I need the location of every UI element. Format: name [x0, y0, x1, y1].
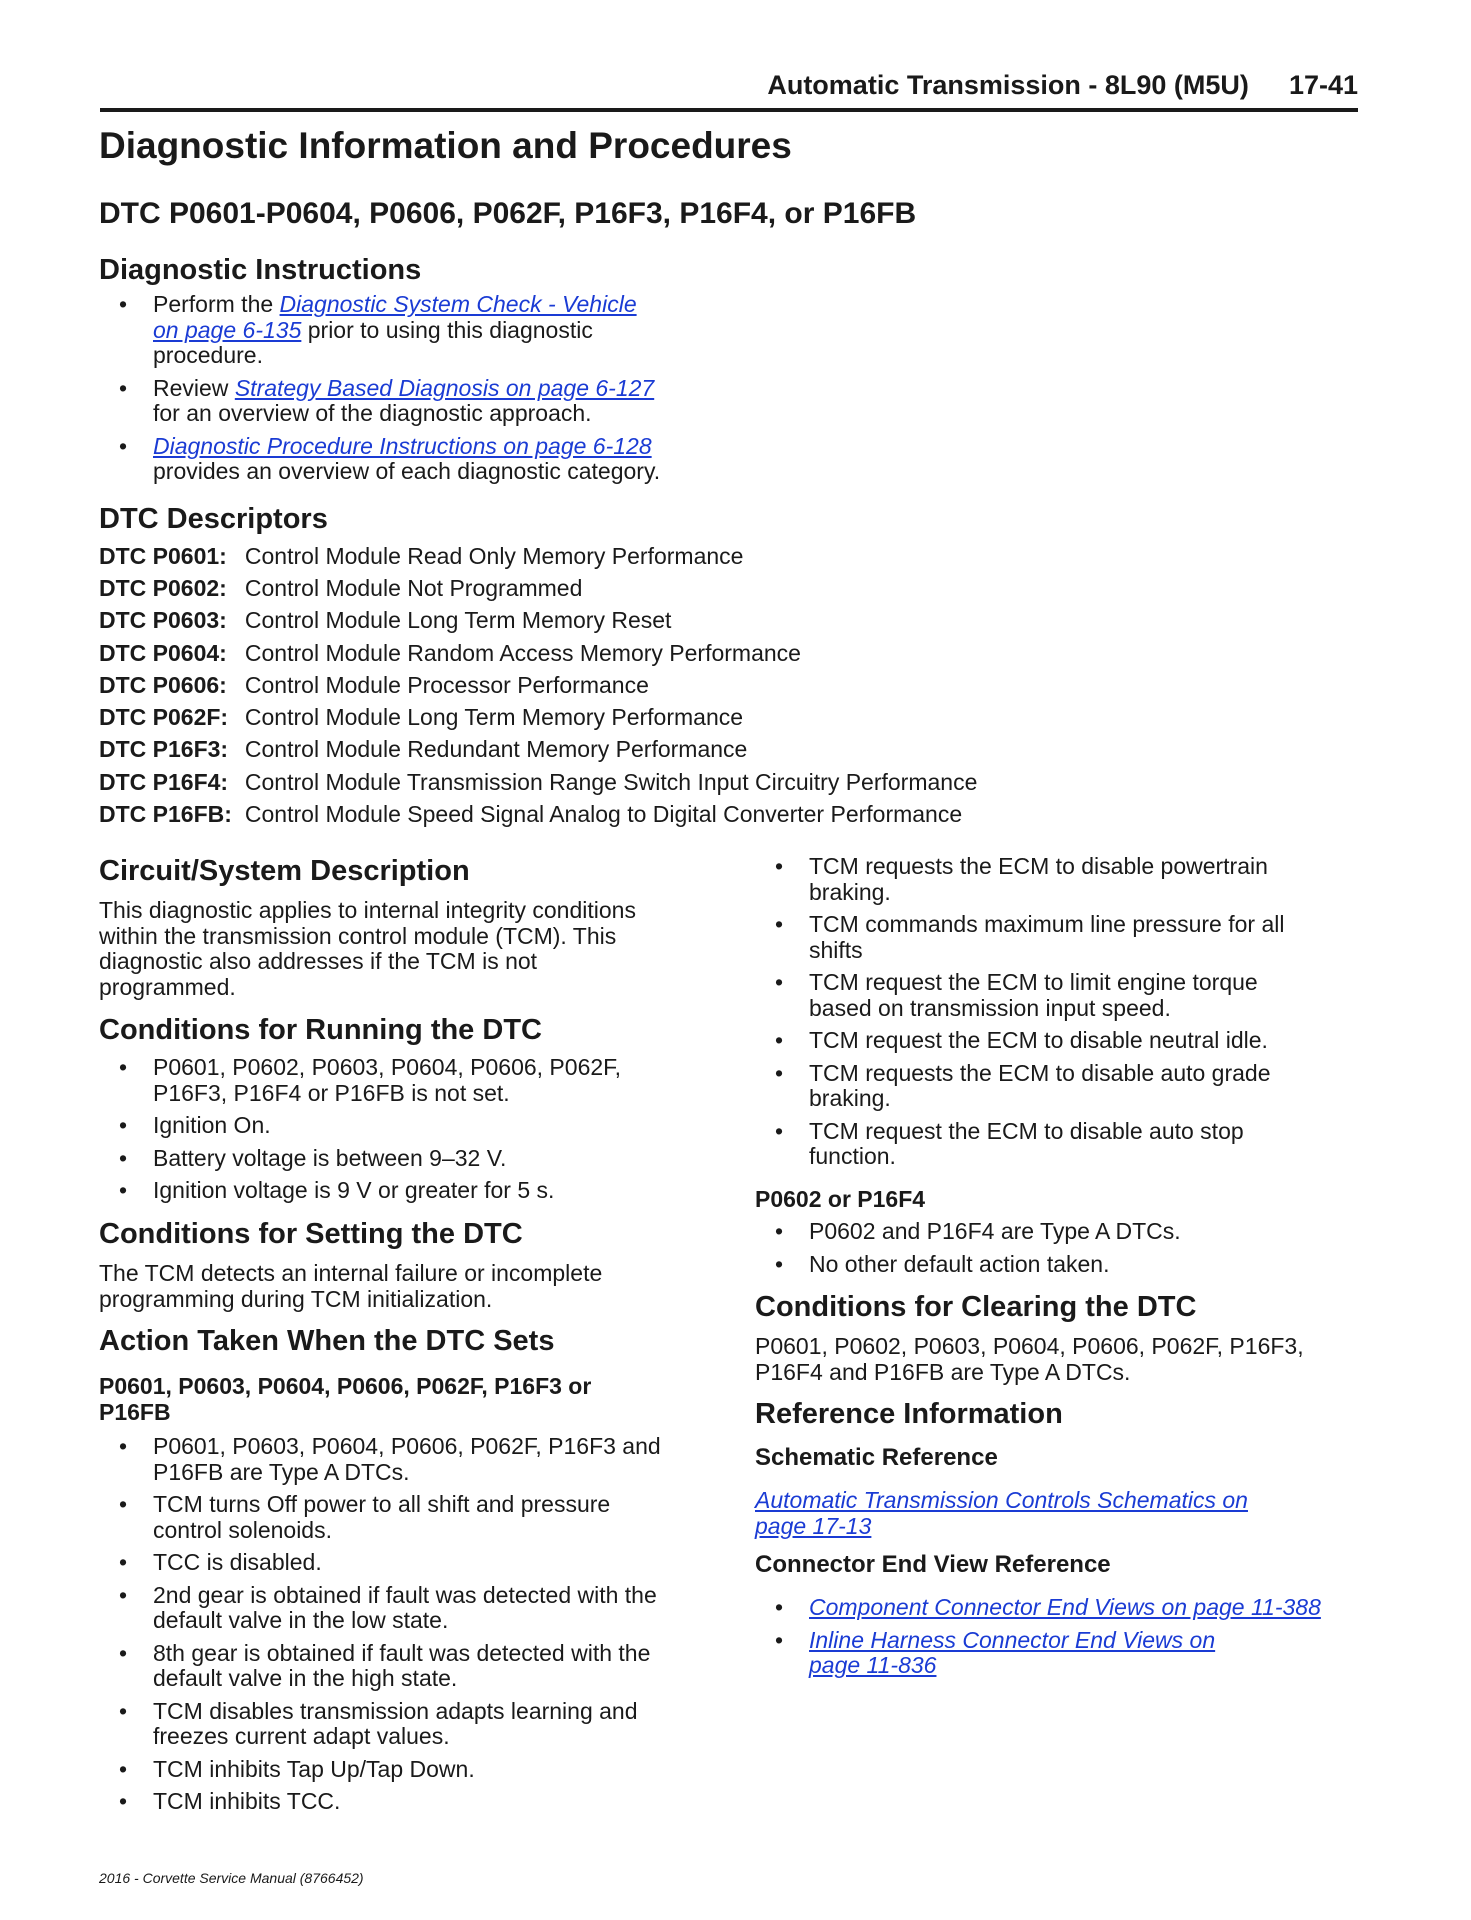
dtc-code: DTC P0602:	[99, 574, 227, 601]
schematic-reference-link[interactable]: Automatic Transmission Controls Schematics on	[755, 1487, 1248, 1513]
list-item-text: braking.	[809, 878, 891, 905]
list-item-text: 8th gear is obtained if fault was detected with the	[153, 1639, 651, 1666]
subheading-line: P16FB	[99, 1399, 171, 1425]
list-item-text: P0601, P0602, P0603, P0604, P0606, P062F,	[153, 1054, 622, 1080]
list-item-text: TCM inhibits TCC.	[153, 1788, 341, 1814]
list-item: • Battery voltage is between 9–32 V.	[99, 1146, 729, 1172]
diagnostic-system-check-link[interactable]: Diagnostic System Check - Vehicle	[279, 291, 637, 317]
list-item-text: TCM inhibits Tap Up/Tap Down.	[153, 1755, 475, 1782]
dtc-code: DTC P0601:	[99, 542, 227, 569]
diagnostic-instructions	[99, 254, 749, 492]
list-item-text: TCC is disabled.	[153, 1549, 322, 1575]
action-taken-heading: Action Taken When the DTC Sets	[99, 1325, 555, 1357]
list-item	[99, 1757, 739, 1783]
conditions-clearing-heading: Conditions for Clearing the DTC	[755, 1291, 1197, 1323]
action-taken-list-2	[755, 1219, 1375, 1284]
text-line: diagnostic also addresses if the TCM is not	[99, 948, 538, 974]
schematic-reference-page-link[interactable]: page 17-13	[755, 1512, 872, 1539]
reference-heading: Reference Information	[755, 1398, 1063, 1430]
list-item	[99, 1055, 729, 1106]
list-item-text: P0601, P0603, P0604, P0606, P062F, P16F3 and	[153, 1433, 661, 1459]
strategy-based-diagnosis-link[interactable]: Strategy Based Diagnosis on page 6-127	[234, 374, 655, 401]
dtc-code: DTC P062F:	[99, 704, 229, 731]
list-item: • Ignition On.	[99, 1113, 729, 1139]
list-item	[99, 434, 749, 485]
dtc-description: Control Module Speed Signal Analog to Digital Converter Performance	[244, 801, 963, 828]
text-line: programmed.	[99, 973, 236, 1000]
list-item	[99, 1789, 739, 1815]
text-line: within the transmission control module (TCM). This	[99, 922, 617, 949]
table-row	[99, 637, 977, 669]
list-item-text: for an overview of the diagnostic approach.	[153, 400, 592, 426]
connector-reference-list	[755, 1595, 1395, 1686]
list-item	[99, 1583, 739, 1634]
diagnostic-system-check-page-link[interactable]: on page 6-135	[153, 316, 302, 343]
component-connector-link[interactable]: Component Connector End Views on page 11-388	[809, 1594, 1321, 1620]
dtc-descriptors-table	[99, 540, 977, 831]
list-item-text: prior to using this diagnostic	[301, 316, 593, 343]
list-item-text: TCM requests the ECM to disable powertrain	[809, 853, 1268, 879]
list-item	[99, 1699, 739, 1750]
list-item-text: provides an overview of each diagnostic category.	[153, 458, 661, 484]
section-title: Diagnostic Information and Procedures	[99, 125, 792, 166]
dtc-description: Control Module Transmission Range Switch Input Circuitry Performance	[244, 768, 978, 795]
header-title: Automatic Transmission - 8L90 (M5U)	[767, 70, 1249, 100]
list-item	[99, 1550, 739, 1576]
list-item: • No other default action taken.	[755, 1252, 1375, 1278]
list-item	[755, 1628, 1395, 1679]
schematic-reference-heading: Schematic Reference	[755, 1444, 998, 1471]
circuit-description-heading: Circuit/System Description	[99, 855, 470, 887]
text-line: The TCM detects an internal failure or incomplete	[99, 1260, 603, 1286]
table-row	[99, 734, 977, 766]
action-taken-subheading	[99, 1373, 591, 1425]
list-item-text: TCM commands maximum line pressure for all	[809, 911, 1285, 937]
page-footer: 2016 - Corvette Service Manual (8766452)	[99, 1870, 364, 1886]
list-item-text: freezes current adapt values.	[153, 1723, 450, 1749]
table-row	[99, 540, 977, 572]
header-page-number: 17-41	[1288, 70, 1358, 100]
action-taken-subheading-2: P0602 or P16F4	[755, 1186, 926, 1212]
list-item	[99, 292, 749, 369]
diagnostic-instructions-list	[99, 292, 749, 485]
table-row	[99, 701, 977, 733]
text-line: P0601, P0602, P0603, P0604, P0606, P062F, P16F3,	[755, 1333, 1304, 1359]
dtc-description: Control Module Not Programmed	[244, 574, 583, 601]
list-item-text: TCM turns Off power to all shift and pressure	[153, 1491, 611, 1517]
list-item-text: P16FB are Type A DTCs.	[153, 1458, 410, 1485]
list-item-text: TCM request the ECM to disable auto stop	[809, 1117, 1244, 1144]
list-item	[99, 1492, 739, 1543]
list-item-text: default valve in the high state.	[153, 1665, 458, 1691]
list-item: • Ignition voltage is 9 V or greater for 5 s.	[99, 1178, 729, 1204]
dtc-description: Control Module Processor Performance	[244, 671, 649, 698]
list-item: • P0602 and P16F4 are Type A DTCs.	[755, 1219, 1375, 1245]
list-item-text: TCM request the ECM to limit engine torque	[809, 969, 1258, 995]
diagnostic-instructions-heading: Diagnostic Instructions	[99, 254, 422, 286]
action-taken-list	[99, 1434, 739, 1822]
dtc-descriptors-heading: DTC Descriptors	[99, 503, 328, 535]
dtc-description: Control Module Redundant Memory Performance	[244, 736, 748, 763]
inline-harness-connector-link[interactable]: Inline Harness Connector End Views on	[809, 1626, 1216, 1653]
list-item-text: control solenoids.	[153, 1516, 332, 1543]
list-item-text: Perform the	[153, 291, 280, 317]
schematic-reference-link-block	[755, 1488, 1375, 1539]
conditions-setting-text	[99, 1261, 719, 1312]
text-line: programming during TCM initialization.	[99, 1285, 493, 1312]
dtc-title: DTC P0601-P0604, P0606, P062F, P16F3, P16F4, or P16FB	[99, 197, 917, 230]
text-line: This diagnostic applies to internal integrity conditions	[99, 897, 636, 923]
conditions-running-list	[99, 1055, 729, 1211]
list-item-text: default valve in the low state.	[153, 1607, 449, 1633]
circuit-description-text	[99, 898, 719, 1000]
list-item-text: TCM request the ECM to disable neutral idle.	[809, 1027, 1268, 1053]
dtc-description: Control Module Random Access Memory Performance	[244, 639, 801, 666]
table-row	[99, 572, 977, 604]
subheading-line: P0601, P0603, P0604, P0606, P062F, P16F3 or	[99, 1373, 592, 1399]
dtc-description: Control Module Long Term Memory Reset	[244, 607, 672, 634]
dtc-code: DTC P16F3:	[99, 736, 229, 763]
list-item	[99, 1434, 739, 1485]
list-item-text: P16F3, P16F4 or P16FB is not set.	[153, 1079, 510, 1106]
connector-reference-heading: Connector End View Reference	[755, 1551, 1111, 1578]
list-item	[755, 1595, 1395, 1621]
list-item	[99, 376, 749, 427]
dtc-code: DTC P0604:	[99, 639, 227, 666]
list-item-text: shifts	[809, 936, 863, 963]
list-item	[755, 912, 1375, 963]
list-item-text: 2nd gear is obtained if fault was detected with the	[153, 1581, 657, 1608]
table-row	[99, 798, 977, 830]
list-item	[755, 854, 1375, 905]
list-item	[755, 1061, 1375, 1112]
list-item-text: TCM requests the ECM to disable auto grade	[809, 1059, 1271, 1086]
table-row	[99, 766, 977, 798]
table-row	[99, 605, 977, 637]
diagnostic-procedure-instructions-link[interactable]: Diagnostic Procedure Instructions on page 6-128	[153, 432, 652, 459]
table-row	[99, 669, 977, 701]
list-item-text: procedure.	[153, 342, 263, 368]
inline-harness-connector-page-link[interactable]: page 11-836	[809, 1652, 937, 1678]
dtc-description: Control Module Long Term Memory Performance	[244, 704, 744, 731]
conditions-setting-heading: Conditions for Setting the DTC	[99, 1218, 523, 1250]
list-item	[755, 970, 1375, 1021]
list-item-text: function.	[809, 1143, 896, 1169]
list-item-text: braking.	[809, 1085, 891, 1111]
list-item-text: TCM disables transmission adapts learning and	[153, 1697, 638, 1724]
dtc-descriptors	[99, 503, 977, 831]
dtc-description: Control Module Read Only Memory Performance	[244, 542, 744, 569]
dtc-code: DTC P16FB:	[99, 801, 232, 828]
list-item-text: based on transmission input speed.	[809, 994, 1171, 1021]
list-item	[99, 1641, 739, 1692]
dtc-code: DTC P16F4:	[99, 768, 229, 795]
list-item	[755, 1028, 1375, 1054]
conditions-clearing-text	[755, 1334, 1375, 1385]
list-item	[755, 1119, 1375, 1170]
dtc-code: DTC P0606:	[99, 671, 227, 698]
text-line: P16F4 and P16FB are Type A DTCs.	[755, 1358, 1131, 1385]
dtc-code: DTC P0603:	[99, 607, 227, 634]
running-header	[100, 70, 1358, 112]
action-taken-list-continued	[755, 854, 1375, 1177]
conditions-running-heading: Conditions for Running the DTC	[99, 1014, 542, 1046]
list-item-text: Review	[153, 374, 235, 401]
